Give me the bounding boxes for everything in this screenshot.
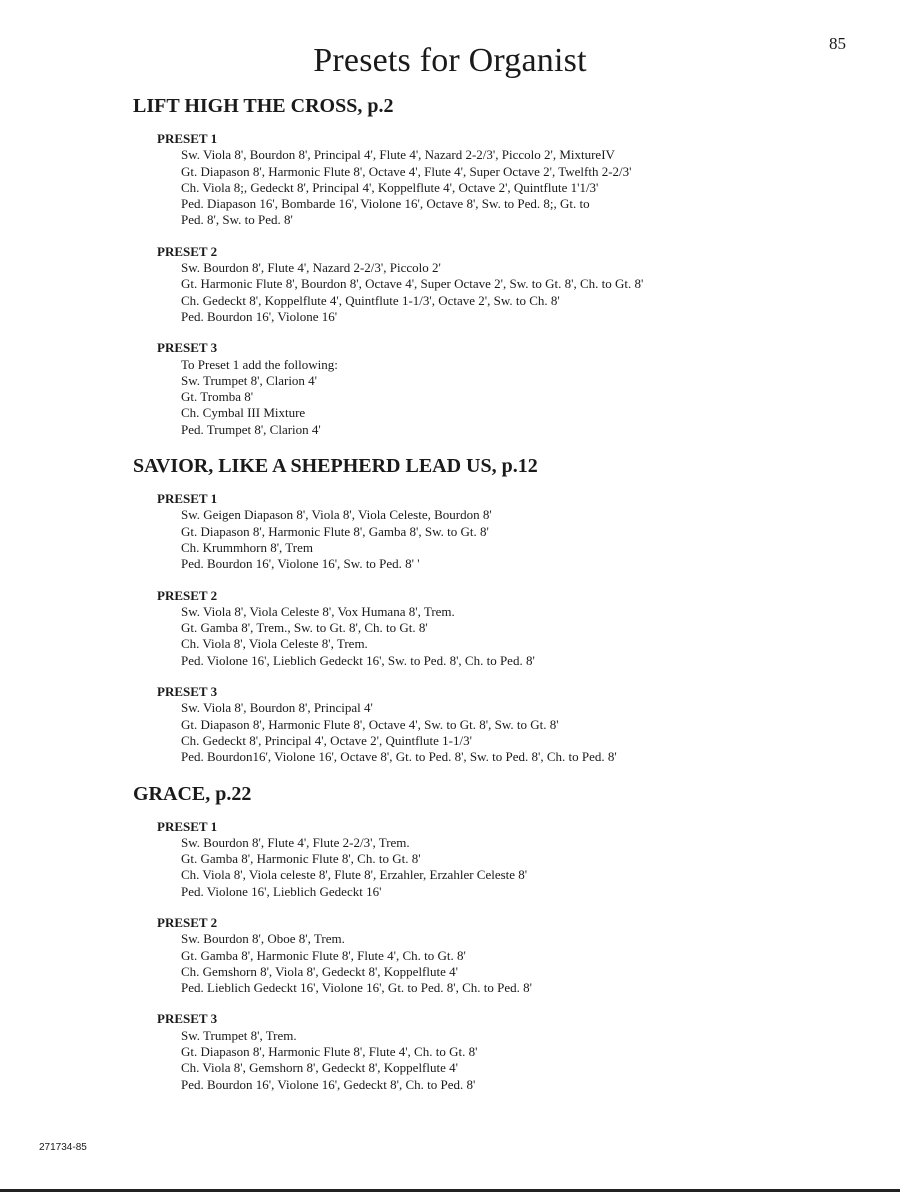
preset-label: PRESET 3 <box>157 684 218 700</box>
preset-block <box>157 1011 873 1092</box>
preset-block <box>157 684 873 765</box>
registration-line: Gt. Gamba 8', Trem., Sw. to Gt. 8', Ch. to Gt. 8' <box>181 620 428 636</box>
preset-list <box>133 491 873 765</box>
preset-label: PRESET 2 <box>157 243 218 259</box>
preset-block <box>157 819 873 900</box>
preset-block <box>157 588 873 669</box>
preset-block <box>157 340 873 438</box>
registration-line: Ped. Violone 16', Lieblich Gedeckt 16' <box>181 883 382 899</box>
presets-content <box>133 93 873 1108</box>
registration-line: Ped. Diapason 16', Bombarde 16', Violone 16', Octave 8', Sw. to Ped. 8;, Gt. to <box>181 196 590 212</box>
preset-list <box>133 819 873 1093</box>
registration-line: Ped. Trumpet 8', Clarion 4' <box>181 421 321 437</box>
registration-line: Ch. Viola 8;, Gedeckt 8', Principal 4', Koppelflute 4', Octave 2', Quintflute 1'1/3' <box>181 179 599 195</box>
registration-line: Gt. Diapason 8', Harmonic Flute 8', Octave 4', Sw. to Gt. 8', Sw. to Gt. 8' <box>181 716 559 732</box>
registration-line: Gt. Diapason 8', Harmonic Flute 8', Flute 4', Ch. to Gt. 8' <box>181 1044 478 1060</box>
preset-label: PRESET 1 <box>157 818 218 834</box>
registration-line: Ch. Cymbal III Mixture <box>181 405 306 421</box>
registration-line: Sw. Viola 8', Viola Celeste 8', Vox Humana 8', Trem. <box>181 603 455 619</box>
registration-line: Ped. Lieblich Gedeckt 16', Violone 16', Gt. to Ped. 8', Ch. to Ped. 8' <box>181 980 533 996</box>
registration-line: Ch. Viola 8', Viola Celeste 8', Trem. <box>181 636 368 652</box>
registration-line: Gt. Harmonic Flute 8', Bourdon 8', Octave 4', Super Octave 2', Sw. to Gt. 8', Ch. to Gt. 8' <box>181 276 644 292</box>
preset-block <box>157 915 873 996</box>
registration-line: Ch. Gedeckt 8', Principal 4', Octave 2', Quintflute 1-1/3' <box>181 732 472 748</box>
hymn-section <box>133 93 873 438</box>
registration-line: Sw. Viola 8', Bourdon 8', Principal 4' <box>181 700 373 716</box>
hymn-title: SAVIOR, LIKE A SHEPHERD LEAD US, p.12 <box>133 455 538 478</box>
catalog-number: 271734-85 <box>39 1142 87 1153</box>
preset-block <box>157 131 873 229</box>
registration-line: Ch. Krummhorn 8', Trem <box>181 539 313 555</box>
registration-line: Ped. 8', Sw. to Ped. 8' <box>181 212 293 228</box>
preset-label: PRESET 2 <box>157 587 218 603</box>
registration-line: Sw. Bourdon 8', Flute 4', Flute 2-2/3', Trem. <box>181 834 410 850</box>
registration-line: Gt. Diapason 8', Harmonic Flute 8', Gamba 8', Sw. to Gt. 8' <box>181 523 489 539</box>
page-number: 85 <box>829 34 846 53</box>
preset-block <box>157 491 873 572</box>
page-title: Presets for Organist <box>313 42 587 79</box>
preset-block <box>157 244 873 325</box>
registration-line: Ch. Gedeckt 8', Koppelflute 4', Quintflute 1-1/3', Octave 2', Sw. to Ch. 8' <box>181 292 560 308</box>
registration-line: Gt. Gamba 8', Harmonic Flute 8', Flute 4', Ch. to Gt. 8' <box>181 947 466 963</box>
preset-label: PRESET 1 <box>157 131 218 146</box>
registration-line: Sw. Bourdon 8', Flute 4', Nazard 2-2/3', Piccolo 2' <box>181 260 441 276</box>
registration-line: Ped. Bourdon 16', Violone 16', Sw. to Ped. 8' ' <box>181 556 420 572</box>
registration-line: Ped. Bourdon16', Violone 16', Octave 8', Gt. to Ped. 8', Sw. to Ped. 8', Ch. to Ped. 8' <box>181 749 617 765</box>
preset-label: PRESET 1 <box>157 491 218 507</box>
registration-line: Sw. Bourdon 8', Oboe 8', Trem. <box>181 931 345 947</box>
registration-line: Ch. Viola 8', Viola celeste 8', Flute 8', Erzahler, Erzahler Celeste 8' <box>181 867 528 883</box>
registration-line: Ped. Bourdon 16', Violone 16' <box>181 308 338 324</box>
hymn-title: GRACE, p.22 <box>133 782 252 805</box>
registration-line: To Preset 1 add the following: <box>181 356 338 372</box>
hymn-section <box>133 453 873 765</box>
preset-list <box>133 131 873 438</box>
preset-label: PRESET 3 <box>157 1011 218 1027</box>
preset-label: PRESET 3 <box>157 340 218 356</box>
registration-line: Ped. Violone 16', Lieblich Gedeckt 16', Sw. to Ped. 8', Ch. to Ped. 8' <box>181 652 535 668</box>
hymn-section <box>133 781 873 1093</box>
registration-line: Ch. Gemshorn 8', Viola 8', Gedeckt 8', Koppelflute 4' <box>181 963 458 979</box>
registration-line: Gt. Tromba 8' <box>181 389 254 405</box>
registration-line: Sw. Viola 8', Bourdon 8', Principal 4', Flute 4', Nazard 2-2/3', Piccolo 2', MixtureIV <box>181 147 615 163</box>
registration-line: Sw. Geigen Diapason 8', Viola 8', Viola Celeste, Bourdon 8' <box>181 507 492 523</box>
registration-line: Sw. Trumpet 8', Trem. <box>181 1027 297 1043</box>
preset-label: PRESET 2 <box>157 914 218 930</box>
hymn-title: LIFT HIGH THE CROSS, p.2 <box>133 95 394 117</box>
registration-line: Gt. Gamba 8', Harmonic Flute 8', Ch. to Gt. 8' <box>181 851 421 867</box>
registration-line: Ch. Viola 8', Gemshorn 8', Gedeckt 8', Koppelflute 4' <box>181 1060 458 1076</box>
registration-line: Gt. Diapason 8', Harmonic Flute 8', Octave 4', Flute 4', Super Octave 2', Twelfth 2-2/3' <box>181 163 632 179</box>
registration-line: Sw. Trumpet 8', Clarion 4' <box>181 372 318 388</box>
registration-line: Ped. Bourdon 16', Violone 16', Gedeckt 8', Ch. to Ped. 8' <box>181 1076 476 1092</box>
